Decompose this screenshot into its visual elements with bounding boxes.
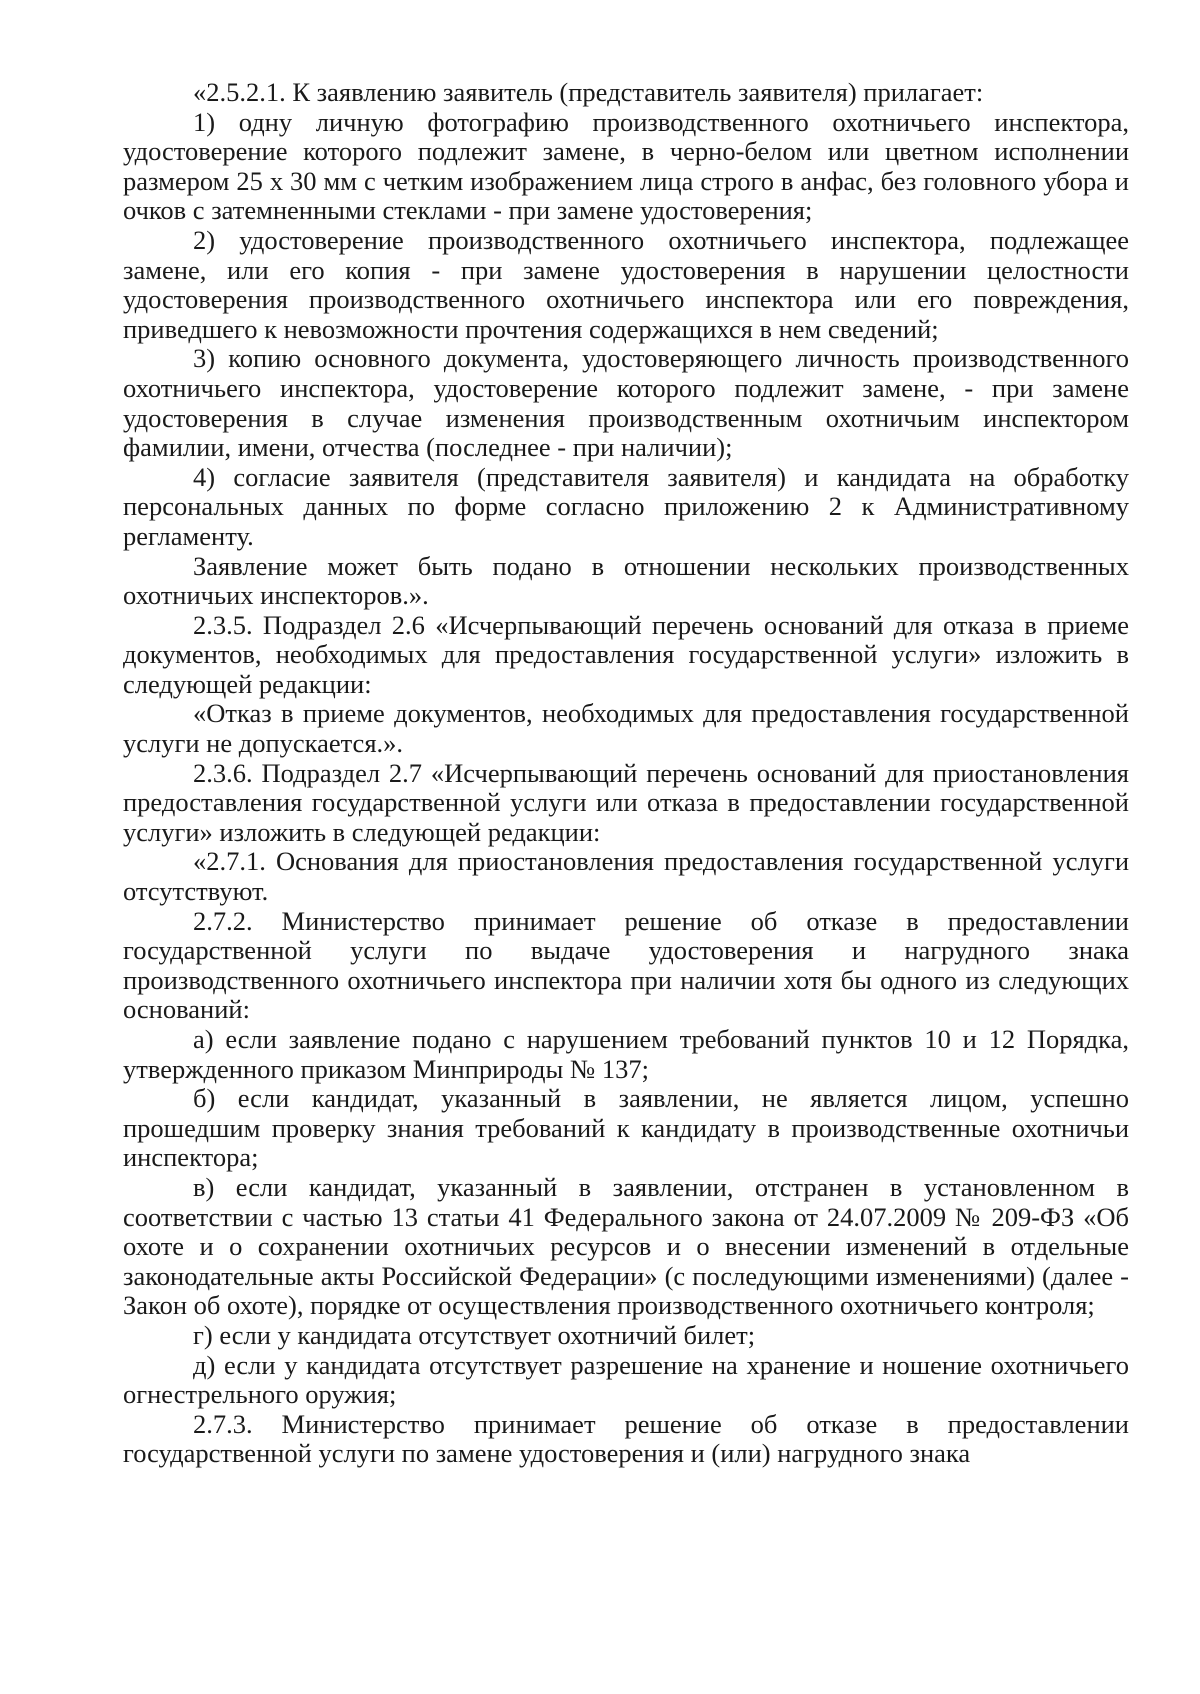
paragraph-refusal-not-allowed: «Отказ в приеме документов, необходимых для предоставления государственной услуги не допускается.». [123,698,1129,759]
list-item-d: д) если у кандидата отсутствует разрешение на хранение и ношение охотничьего огнестрельного оружия; [123,1349,1129,1410]
list-item-4-consent: 4) согласие заявителя (представителя заявителя) и кандидата на обработку персональных данных по форме согласно приложению 2 к Административному регламенту. [123,461,1129,551]
paragraph-2-3-5: 2.3.5. Подраздел 2.6 «Исчерпывающий перечень оснований для отказа в приеме документов, необходимых для предоставления государственной услуги» изложить в следующей редакции: [123,609,1129,699]
paragraph-2-3-6: 2.3.6. Подраздел 2.7 «Исчерпывающий перечень оснований для приостановления предоставления государственной услуги или отказа в предоставлении государственной услуги» изложить в следующей редакции: [123,757,1129,847]
list-item-a: а) если заявление подано с нарушением требований пунктов 10 и 12 Порядка, утвержденного приказом Минприроды № 137; [123,1024,1129,1084]
paragraph-2-7-2: 2.7.2. Министерство принимает решение об отказе в предоставлении государственной услуги по выдаче удостоверения и нагрудного знака производственного охотничьего инспектора при наличии хотя бы одного из следующих оснований: [123,905,1129,1025]
document-body [123,78,1129,1469]
list-item-b: б) если кандидат, указанный в заявлении, не является лицом, успешно прошедшим проверку знания требований к кандидату в производственные охотничьи инспектора; [123,1083,1129,1173]
list-item-2-certificate: 2) удостоверение производственного охотничьего инспектора, подлежащее замене, или его копия - при замене удостоверения в нарушении целостности удостоверения производственного охотничьего инспектора или его повреждения, приведшего к невозможности прочтения содержащихся в нем сведений; [123,224,1129,344]
paragraph-multiple-inspectors: Заявление может быть подано в отношении нескольких производственных охотничьих инспекторов.». [123,550,1129,611]
list-item-3-id-copy: 3) копию основного документа, удостоверяющего личность производственного охотничьего инспектора, удостоверение которого подлежит замене, - при замене удостоверения в случае изменения производственным охотничьим инспектором фамилии, имени, отчества (последнее - при наличии); [123,343,1129,463]
paragraph-2-5-2-1: «2.5.2.1. К заявлению заявитель (представитель заявителя) прилагает: [193,77,984,107]
paragraph-2-7-1: «2.7.1. Основания для приостановления предоставления государственной услуги отсутствуют. [123,846,1129,907]
list-item-1-photo: 1) одну личную фотографию производственного охотничьего инспектора, удостоверение которого подлежит замене, в черно-белом или цветном исполнении размером 25 х 30 мм с четким изображением лица строго в анфас, без головного убора и очков с затемненными стеклами - при замене удостоверения; [123,106,1129,226]
list-item-v: в) если кандидат, указанный в заявлении, отстранен в установленном в соответствии с частью 13 статьи 41 Федерального закона от 24.07.2009 № 209-ФЗ «Об охоте и о сохранении охотничьих ресурсов и о внесении изменений в отдельные законодательные акты Российской Федерации» (с последующими изменениями) (далее - Закон об охоте), порядке от осуществления производственного охотничьего контроля; [123,1171,1129,1321]
paragraph-2-7-3: 2.7.3. Министерство принимает решение об отказе в предоставлении государственной услуги по замене удостоверения и (или) нагрудного знака [123,1408,1129,1469]
list-item-g: г) если у кандидата отсутствует охотничий билет; [193,1319,756,1350]
